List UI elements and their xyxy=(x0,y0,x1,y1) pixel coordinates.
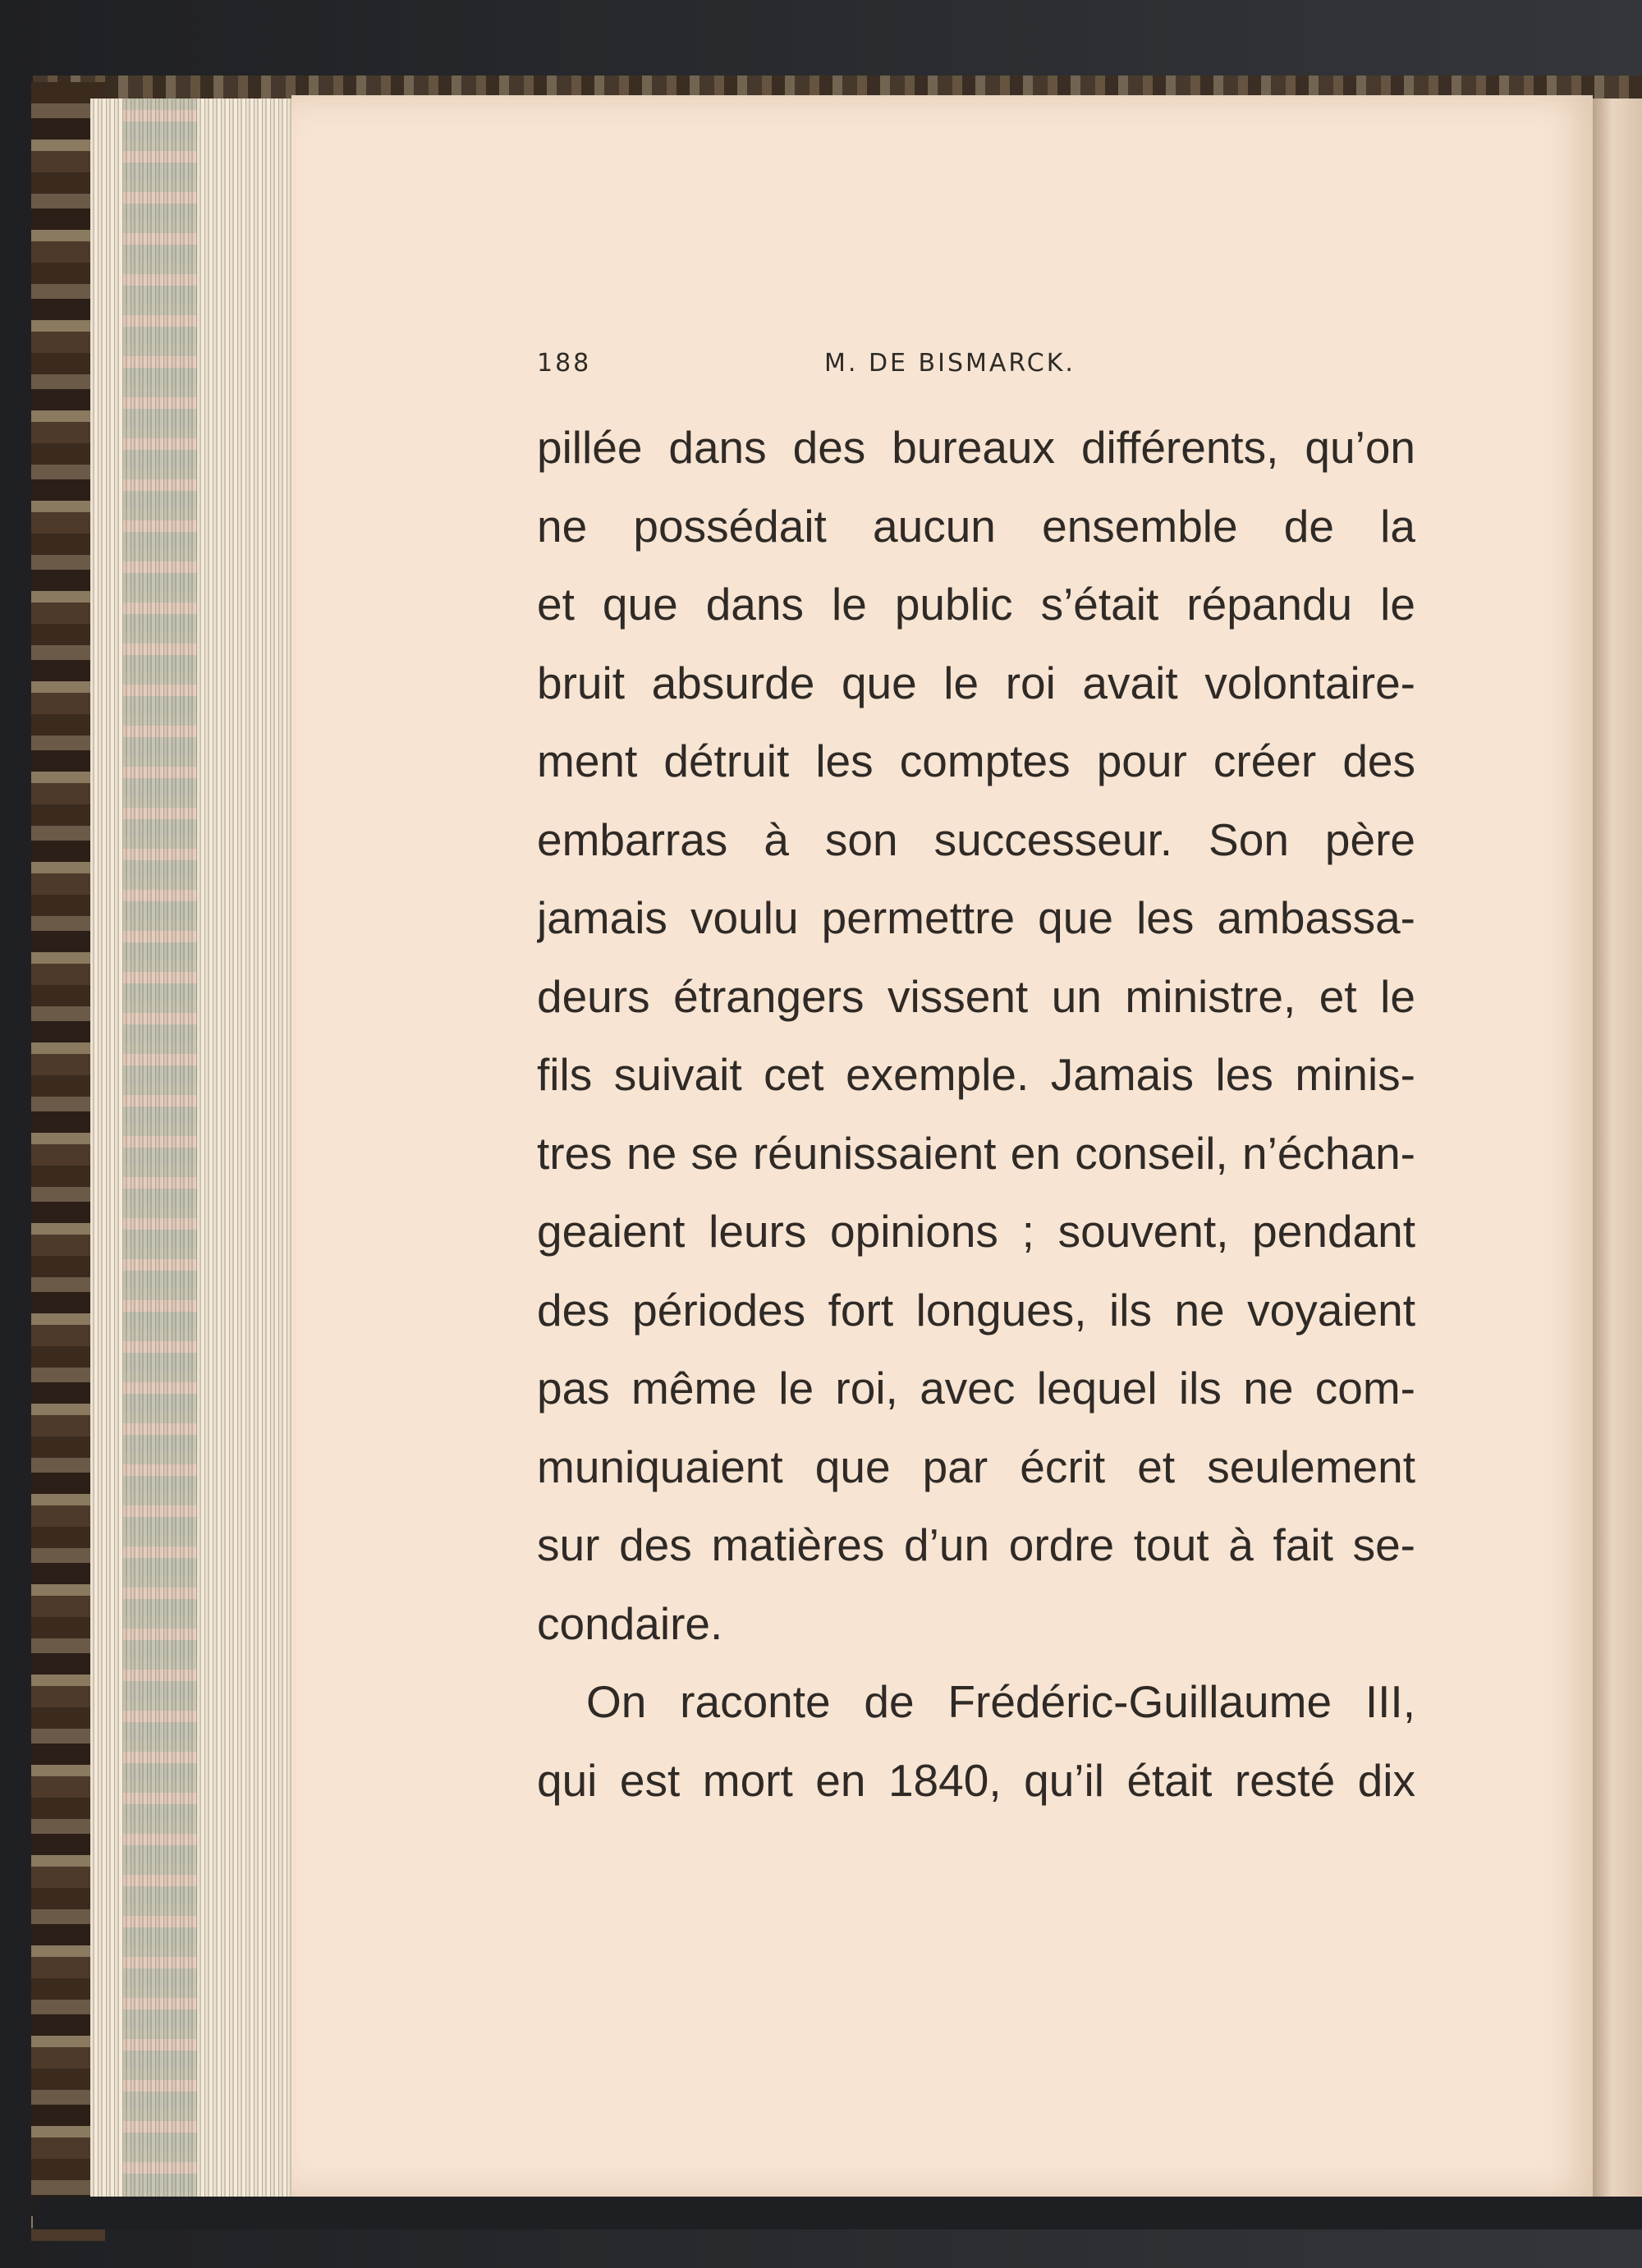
text-line: embarras à son successeur. Son père xyxy=(537,813,1415,865)
text-line: sur des matières d’un ordre tout à fait se- xyxy=(537,1519,1415,1570)
text-line: ne possédait aucun ensemble de la xyxy=(537,500,1415,552)
text-line: et que dans le public s’était répandu le xyxy=(537,579,1415,630)
text-line: qui est mort en 1840, qu’il était resté dix xyxy=(537,1754,1415,1806)
text-line: muniquaient que par écrit et seulement xyxy=(537,1441,1415,1492)
text-line: pas même le roi, avec lequel ils ne com- xyxy=(537,1363,1415,1413)
bottom-shadow xyxy=(33,2197,1642,2229)
text-line: pillée dans des bureaux différents, qu’on xyxy=(537,422,1415,473)
text-line: geaient leurs opinions ; souvent, pendant xyxy=(537,1206,1415,1257)
text-line: des périodes fort longues, ils ne voyaient xyxy=(537,1284,1415,1336)
text-line: fils suivait cet exemple. Jamais les minis- xyxy=(537,1049,1415,1100)
text-line: ment détruit les comptes pour créer des xyxy=(537,735,1415,786)
body-text xyxy=(537,409,1415,1820)
text-line: bruit absurde que le roi avait volontaire- xyxy=(537,657,1415,708)
text-line: tres ne se réunissaient en conseil, n’échan- xyxy=(537,1127,1415,1179)
text-line: jamais voulu permettre que les ambassa- xyxy=(537,892,1415,943)
running-title: M. DE BISMARCK. xyxy=(824,349,1076,378)
text-line: deurs étrangers vissent un ministre, et le xyxy=(537,970,1415,1022)
page-stack-edges xyxy=(90,99,297,2216)
text-line-paragraph-start: On raconte de Frédéric-Guillaume III, xyxy=(586,1676,1415,1727)
page-header xyxy=(537,349,1414,390)
facing-page-edge xyxy=(1593,99,1642,2200)
text-line-paragraph-end: condaire. xyxy=(537,1597,723,1649)
page-number: 188 xyxy=(537,349,592,378)
